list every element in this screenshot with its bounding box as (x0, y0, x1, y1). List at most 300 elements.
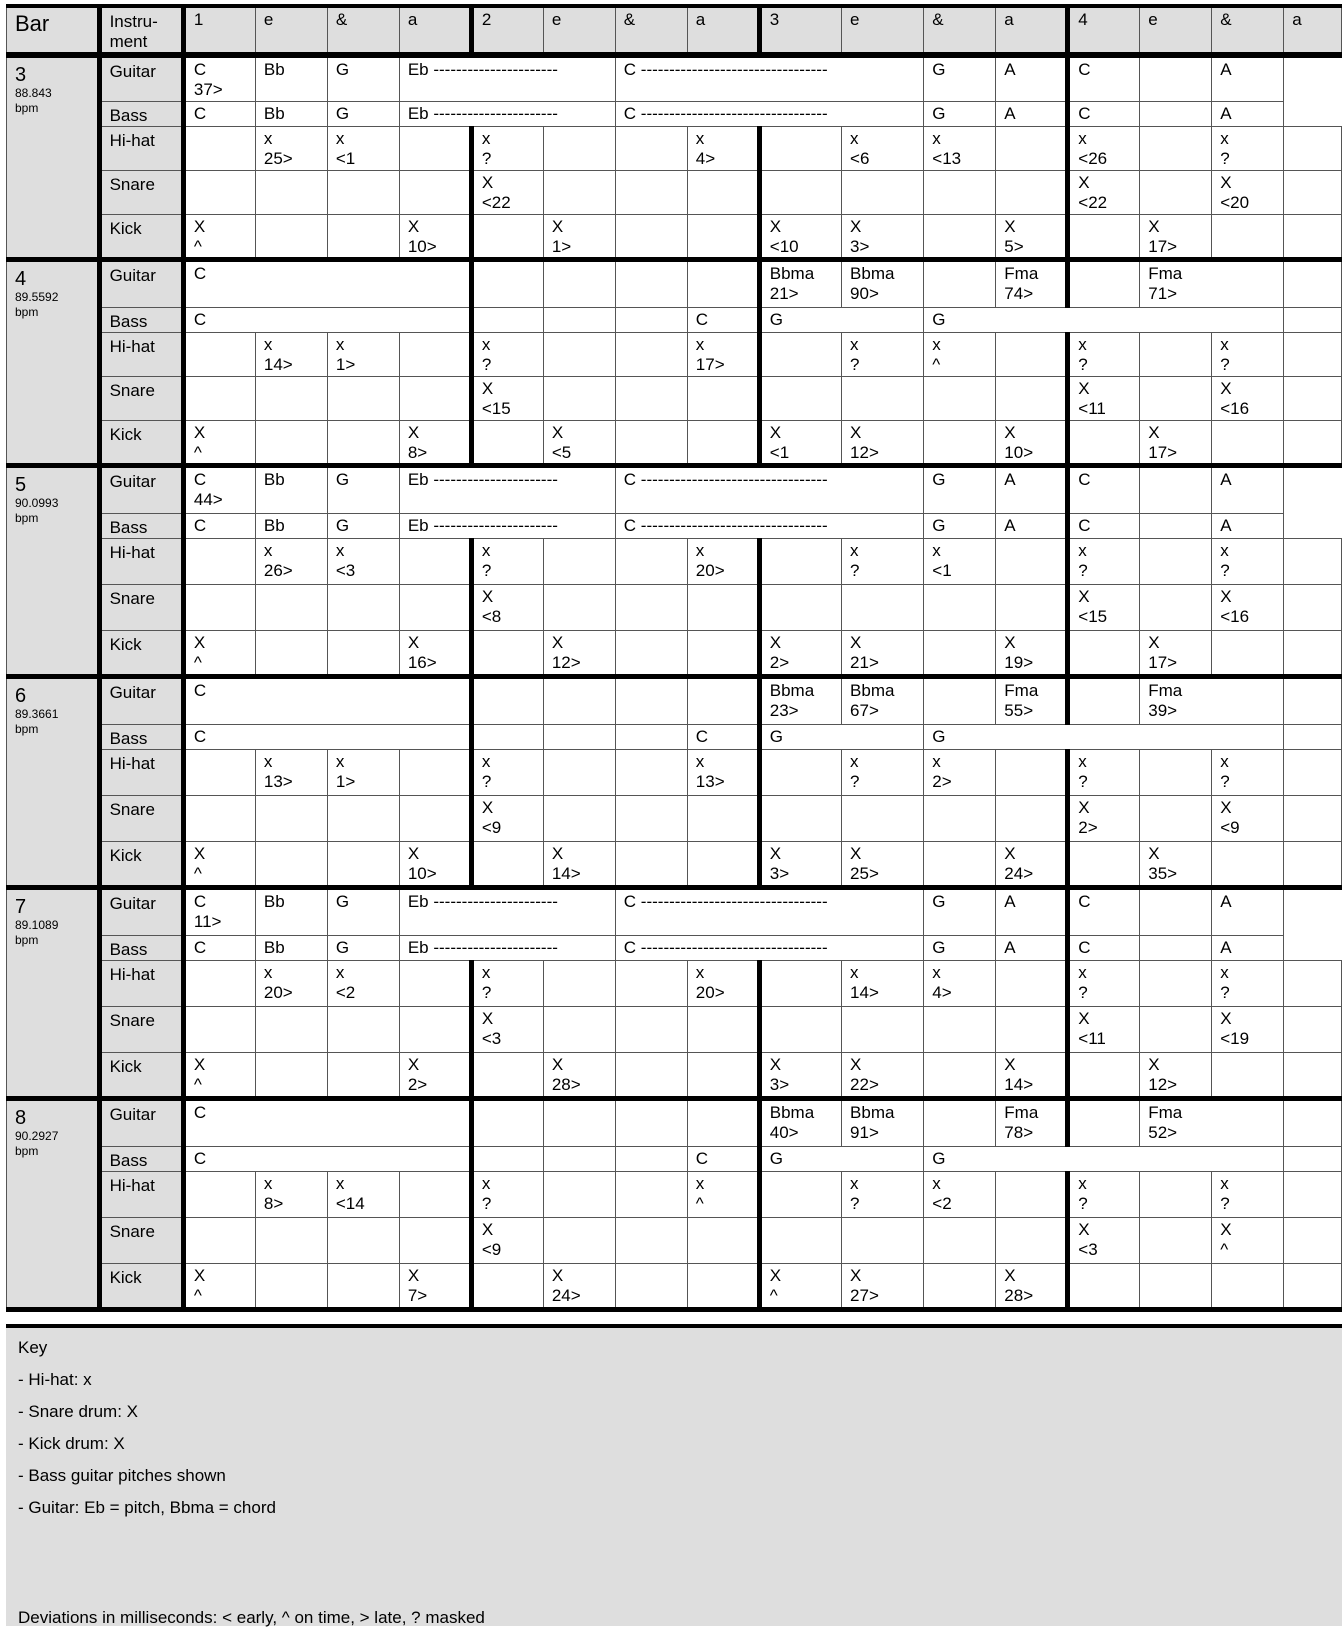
note-cell (543, 1171, 615, 1217)
note-cell: X 3> (842, 214, 924, 259)
note-cell (615, 1006, 687, 1052)
subdivision-header: a (996, 6, 1068, 55)
note-cell (255, 1263, 327, 1309)
note-cell (615, 749, 687, 795)
note-cell: x ? (842, 538, 924, 584)
bar-label (7, 1098, 100, 1309)
note-cell: x ? (471, 1171, 543, 1217)
note-cell (1212, 1052, 1284, 1098)
note-cell: A (996, 465, 1068, 513)
instrument-label: Bass (99, 724, 183, 749)
note-cell: X 21> (842, 630, 924, 676)
note-cell: Fma 55> (996, 676, 1068, 724)
note-cell (1140, 935, 1212, 960)
note-cell (842, 1006, 924, 1052)
instrument-label: Hi-hat (99, 749, 183, 795)
note-cell (255, 841, 327, 887)
note-cell: X 14> (996, 1052, 1068, 1098)
note-cell: X <11 (1068, 376, 1140, 420)
note-cell: x 8> (255, 1171, 327, 1217)
instrument-label: Snare (99, 795, 183, 841)
note-cell (327, 630, 399, 676)
note-cell: C (687, 724, 759, 749)
note-cell: A (996, 55, 1068, 101)
note-cell: X ^ (1212, 1217, 1284, 1263)
note-cell: C --------------------------------- (615, 513, 924, 538)
note-cell: Fma 78> (996, 1098, 1068, 1146)
note-cell: X <22 (471, 170, 543, 214)
bar-label (7, 259, 100, 465)
note-cell: x ^ (924, 332, 996, 376)
note-cell: x 20> (687, 538, 759, 584)
instrument-label: Snare (99, 1006, 183, 1052)
note-cell (1140, 795, 1212, 841)
note-cell (1140, 749, 1212, 795)
note-cell: A (996, 887, 1068, 935)
instrument-row (7, 376, 1342, 420)
note-cell (996, 1171, 1068, 1217)
note-cell (255, 584, 327, 630)
note-cell (1140, 538, 1212, 584)
instrument-label: Guitar (99, 465, 183, 513)
note-cell: x 14> (255, 332, 327, 376)
note-cell (543, 1146, 615, 1171)
subdivision-header: e (543, 6, 615, 55)
note-cell: x 17> (687, 332, 759, 376)
note-cell: X <22 (1068, 170, 1140, 214)
note-cell: Bb (255, 513, 327, 538)
note-cell (255, 630, 327, 676)
note-cell: G (759, 1146, 924, 1171)
bar-bpm-unit: bpm (15, 721, 39, 736)
note-cell (615, 1171, 687, 1217)
note-cell (471, 1052, 543, 1098)
note-cell (1284, 259, 1342, 307)
note-cell: X <5 (543, 420, 615, 465)
instrument-row (7, 676, 1342, 724)
note-cell (399, 376, 471, 420)
note-cell (1068, 841, 1140, 887)
note-cell (924, 1217, 996, 1263)
note-cell: X 3> (759, 841, 841, 887)
note-cell (183, 960, 255, 1006)
note-cell: A (1212, 465, 1284, 513)
header-instrument (99, 6, 183, 55)
bar-label (7, 887, 100, 1098)
note-cell: x ? (471, 749, 543, 795)
instrument-label: Guitar (99, 55, 183, 101)
note-cell (327, 376, 399, 420)
note-cell: Bbma 91> (842, 1098, 924, 1146)
note-cell: x ? (1212, 126, 1284, 170)
note-cell (1068, 420, 1140, 465)
note-cell (471, 1098, 543, 1146)
instrument-row (7, 887, 1342, 935)
note-cell (996, 1006, 1068, 1052)
note-cell: X <9 (471, 1217, 543, 1263)
note-cell: G (759, 307, 924, 332)
note-cell: G (327, 887, 399, 935)
instrument-row (7, 538, 1342, 584)
note-cell: x 4> (687, 126, 759, 170)
note-cell: A (996, 935, 1068, 960)
note-cell: X <20 (1212, 170, 1284, 214)
note-cell: Bb (255, 465, 327, 513)
note-cell (615, 1146, 687, 1171)
note-cell: x ? (1068, 960, 1140, 1006)
note-cell (842, 376, 924, 420)
note-cell (759, 1171, 841, 1217)
note-cell: C 37> (183, 55, 255, 101)
note-cell: Bbma 90> (842, 259, 924, 307)
note-cell (687, 420, 759, 465)
note-cell (1068, 676, 1140, 724)
note-cell (924, 1052, 996, 1098)
note-cell (687, 170, 759, 214)
note-cell: X <8 (471, 584, 543, 630)
note-cell (183, 538, 255, 584)
note-cell (327, 1217, 399, 1263)
note-cell (1068, 259, 1140, 307)
note-cell: C (1068, 513, 1140, 538)
instrument-label: Kick (99, 841, 183, 887)
bar-label (7, 55, 100, 259)
note-cell: X 35> (1140, 841, 1212, 887)
subdivision-header: e (842, 6, 924, 55)
note-cell (759, 332, 841, 376)
instrument-row (7, 1098, 1342, 1146)
note-cell: X 17> (1140, 420, 1212, 465)
subdivision-header: a (1284, 6, 1342, 55)
header-bar: Bar (7, 6, 100, 55)
note-cell (327, 841, 399, 887)
note-cell: x <13 (924, 126, 996, 170)
note-cell (1212, 1263, 1284, 1309)
note-cell (842, 1217, 924, 1263)
note-cell: Eb ---------------------- (399, 935, 615, 960)
note-cell (471, 307, 543, 332)
instrument-label: Guitar (99, 1098, 183, 1146)
note-cell (543, 749, 615, 795)
note-cell: X 19> (996, 630, 1068, 676)
bar-number: 7 (15, 895, 27, 918)
note-cell (615, 170, 687, 214)
note-cell: C (687, 1146, 759, 1171)
note-cell: C (1068, 935, 1140, 960)
note-cell: X 12> (543, 630, 615, 676)
note-cell (183, 126, 255, 170)
note-cell: C (183, 101, 255, 126)
note-cell (1140, 513, 1212, 538)
note-cell (687, 376, 759, 420)
note-cell: C --------------------------------- (615, 465, 924, 513)
note-cell: X <19 (1212, 1006, 1284, 1052)
note-cell (471, 1263, 543, 1309)
note-cell: x ? (842, 1171, 924, 1217)
note-cell: C (183, 259, 471, 307)
note-cell: X 25> (842, 841, 924, 887)
note-cell: x ? (1068, 749, 1140, 795)
note-cell (543, 170, 615, 214)
note-cell (1284, 724, 1342, 749)
note-cell: G (924, 55, 996, 101)
note-cell (687, 1006, 759, 1052)
subdivision-header: 2 (471, 6, 543, 55)
note-cell: X <9 (1212, 795, 1284, 841)
instrument-row (7, 259, 1342, 307)
note-cell (615, 795, 687, 841)
note-cell (327, 170, 399, 214)
note-cell (471, 630, 543, 676)
note-cell (543, 126, 615, 170)
note-cell (327, 214, 399, 259)
instrument-row (7, 584, 1342, 630)
instrument-row (7, 630, 1342, 676)
note-cell: x ? (1212, 332, 1284, 376)
note-cell (1284, 376, 1342, 420)
note-cell: x ? (1068, 1171, 1140, 1217)
note-cell (615, 960, 687, 1006)
note-cell (1284, 749, 1342, 795)
note-cell: X 17> (1140, 214, 1212, 259)
note-cell (255, 1052, 327, 1098)
note-cell (615, 630, 687, 676)
note-cell (183, 376, 255, 420)
note-cell: x 20> (255, 960, 327, 1006)
note-cell: X <16 (1212, 584, 1284, 630)
note-cell: G (924, 887, 996, 935)
note-cell (1068, 630, 1140, 676)
key-item: - Guitar: Eb = pitch, Bbma = chord (18, 1498, 276, 1517)
bar-bpm: 88.843 (15, 86, 52, 100)
instrument-label: Guitar (99, 676, 183, 724)
note-cell: X <1 (759, 420, 841, 465)
note-cell (1140, 887, 1212, 935)
note-cell: x <2 (327, 960, 399, 1006)
note-cell (1068, 214, 1140, 259)
note-cell: x <2 (924, 1171, 996, 1217)
note-cell: X <3 (471, 1006, 543, 1052)
note-cell: C --------------------------------- (615, 55, 924, 101)
note-cell (399, 332, 471, 376)
instrument-label: Hi-hat (99, 1171, 183, 1217)
note-cell (399, 170, 471, 214)
instrument-row (7, 960, 1342, 1006)
note-cell: G (759, 724, 924, 749)
note-cell: X 16> (399, 630, 471, 676)
note-cell (471, 841, 543, 887)
note-cell (1284, 538, 1342, 584)
note-cell: x 1> (327, 332, 399, 376)
note-cell: X 10> (399, 214, 471, 259)
note-cell (327, 1006, 399, 1052)
note-cell (327, 1263, 399, 1309)
note-cell (759, 584, 841, 630)
note-cell (1140, 1006, 1212, 1052)
note-cell (1284, 1146, 1342, 1171)
note-cell (924, 795, 996, 841)
instrument-label: Bass (99, 307, 183, 332)
note-cell: A (1212, 935, 1284, 960)
note-cell (471, 259, 543, 307)
note-cell (842, 170, 924, 214)
instrument-row (7, 307, 1342, 332)
note-cell: C (1068, 55, 1140, 101)
note-cell (615, 1217, 687, 1263)
note-cell (183, 1171, 255, 1217)
note-cell: x ? (471, 332, 543, 376)
note-cell (996, 332, 1068, 376)
note-cell (1140, 465, 1212, 513)
note-cell (543, 332, 615, 376)
instrument-row (7, 1263, 1342, 1309)
note-cell (1140, 960, 1212, 1006)
instrument-label: Kick (99, 420, 183, 465)
note-cell (399, 795, 471, 841)
note-cell (399, 1171, 471, 1217)
note-cell: X <16 (1212, 376, 1284, 420)
note-cell (471, 724, 543, 749)
note-cell: X 5> (996, 214, 1068, 259)
note-cell (255, 420, 327, 465)
note-cell (543, 1098, 615, 1146)
note-cell: C (183, 676, 471, 724)
note-cell (996, 584, 1068, 630)
note-cell: x ? (471, 960, 543, 1006)
note-cell: X ^ (183, 841, 255, 887)
note-cell: x 2> (924, 749, 996, 795)
key-item: - Hi-hat: x (18, 1370, 92, 1389)
note-cell (996, 538, 1068, 584)
instrument-row (7, 841, 1342, 887)
note-cell (1068, 1263, 1140, 1309)
bar-bpm-unit: bpm (15, 510, 39, 525)
note-cell (1140, 126, 1212, 170)
note-cell: x 1> (327, 749, 399, 795)
note-cell (924, 420, 996, 465)
note-cell (1140, 55, 1212, 101)
note-cell: x 26> (255, 538, 327, 584)
note-cell (255, 214, 327, 259)
note-cell: Bb (255, 101, 327, 126)
note-cell: Bb (255, 55, 327, 101)
instrument-row (7, 1171, 1342, 1217)
note-cell (183, 795, 255, 841)
instrument-row (7, 420, 1342, 465)
note-cell (1284, 676, 1342, 724)
note-cell: C --------------------------------- (615, 935, 924, 960)
subdivision-header: 4 (1068, 6, 1140, 55)
note-cell (543, 376, 615, 420)
instrument-label: Kick (99, 630, 183, 676)
note-cell: x ? (471, 126, 543, 170)
note-cell: X 22> (842, 1052, 924, 1098)
note-cell (471, 1146, 543, 1171)
note-cell: C --------------------------------- (615, 101, 924, 126)
instrument-row (7, 170, 1342, 214)
subdivision-header: & (924, 6, 996, 55)
note-cell: Fma 52> (1140, 1098, 1284, 1146)
note-cell (996, 126, 1068, 170)
instrument-row (7, 1052, 1342, 1098)
note-cell: X 12> (1140, 1052, 1212, 1098)
instrument-row (7, 795, 1342, 841)
instrument-label: Snare (99, 376, 183, 420)
note-cell: X ^ (183, 420, 255, 465)
note-cell (615, 1098, 687, 1146)
note-cell (924, 1263, 996, 1309)
note-cell (924, 170, 996, 214)
note-cell: X 8> (399, 420, 471, 465)
note-cell: Bbma 21> (759, 259, 841, 307)
note-cell (842, 795, 924, 841)
note-cell (759, 376, 841, 420)
note-cell: X ^ (183, 1263, 255, 1309)
note-cell: G (924, 724, 1284, 749)
note-cell: Bbma 23> (759, 676, 841, 724)
note-cell (399, 960, 471, 1006)
note-cell: X <9 (471, 795, 543, 841)
note-cell (255, 170, 327, 214)
note-cell: X ^ (759, 1263, 841, 1309)
note-cell: X <3 (1068, 1217, 1140, 1263)
note-cell: Bb (255, 887, 327, 935)
note-cell (759, 749, 841, 795)
note-cell: Bbma 40> (759, 1098, 841, 1146)
note-cell (615, 376, 687, 420)
instrument-label: Guitar (99, 259, 183, 307)
note-cell (399, 126, 471, 170)
note-cell (255, 376, 327, 420)
note-cell (615, 538, 687, 584)
bars-body (7, 55, 1342, 1309)
instrument-row (7, 1217, 1342, 1263)
bar-bpm-unit: bpm (15, 101, 39, 115)
note-cell: C (1068, 465, 1140, 513)
note-cell (996, 376, 1068, 420)
note-cell: C (1068, 101, 1140, 126)
note-cell: X 1> (543, 214, 615, 259)
note-cell (543, 584, 615, 630)
note-cell: X <10 (759, 214, 841, 259)
subdivision-header: e (255, 6, 327, 55)
note-cell (924, 259, 996, 307)
note-cell: X <15 (471, 376, 543, 420)
note-cell: C --------------------------------- (615, 887, 924, 935)
note-cell (842, 584, 924, 630)
instrument-label: Hi-hat (99, 126, 183, 170)
instrument-label: Kick (99, 214, 183, 259)
note-cell: A (996, 101, 1068, 126)
note-cell: C 11> (183, 887, 255, 935)
note-cell (759, 960, 841, 1006)
note-cell (615, 676, 687, 724)
note-cell: G (924, 101, 996, 126)
note-cell (1140, 1217, 1212, 1263)
note-cell (996, 749, 1068, 795)
key-footer: Deviations in milliseconds: < early, ^ on time, > late, ? masked (18, 1608, 485, 1627)
note-cell: G (327, 55, 399, 101)
instrument-label: Snare (99, 1217, 183, 1263)
note-cell (615, 332, 687, 376)
note-cell (327, 1052, 399, 1098)
bar-number: 5 (15, 473, 27, 496)
note-cell (1212, 841, 1284, 887)
note-cell (687, 841, 759, 887)
instrument-row (7, 126, 1342, 170)
note-cell (1068, 1052, 1140, 1098)
bar-bpm-unit: bpm (15, 932, 39, 947)
